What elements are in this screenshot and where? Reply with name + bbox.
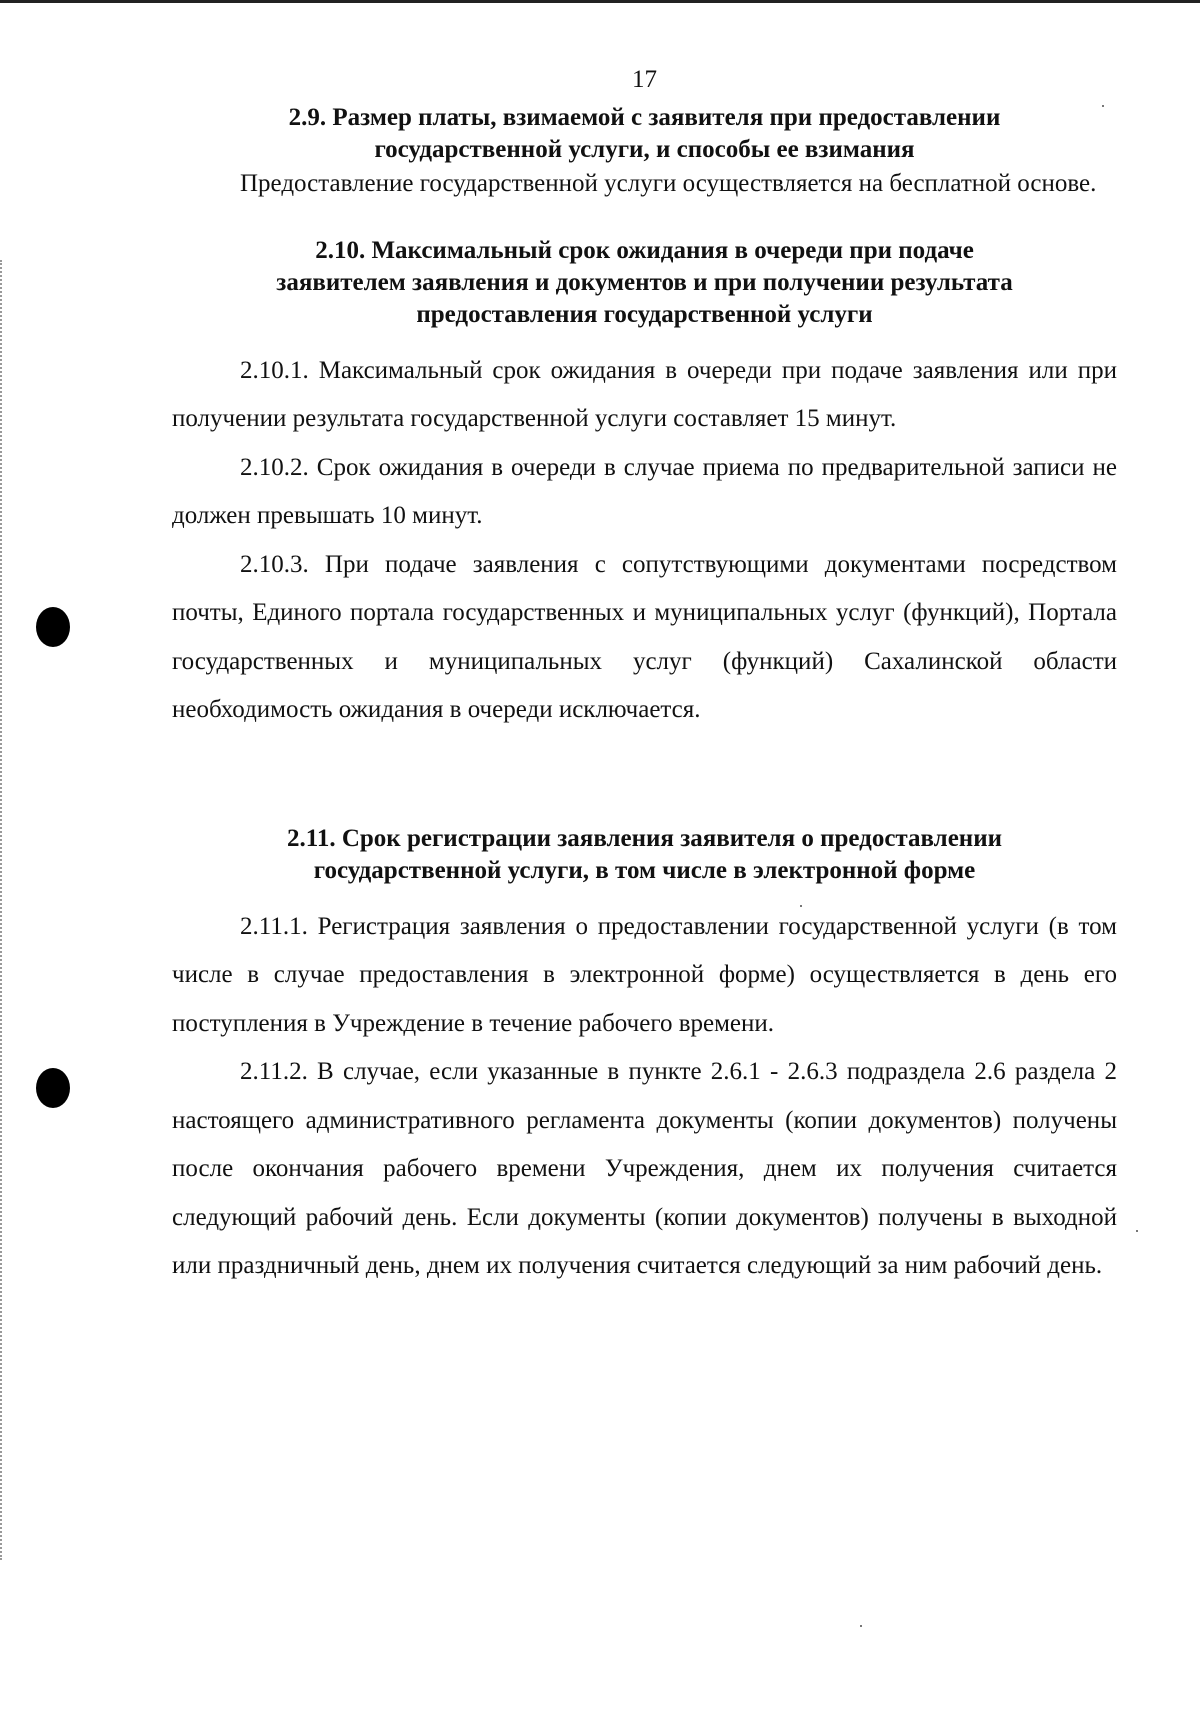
paragraph-2-10-3: 2.10.3. При подаче заявления с сопутствующими документами посредством почты, Единого портала государственных и муниципальных услуг (функций), Портала государственных и муниципальных услуг (функций) Сахалинской области необходимость ожидания в очереди исключается.: [172, 550, 1117, 723]
page-number: 17: [632, 66, 657, 93]
heading-line: предоставления государственной услуги: [416, 300, 873, 328]
punch-hole-bottom: [36, 1068, 70, 1108]
paragraph: Предоставление государственной услуги осуществляется на бесплатной основе.: [240, 170, 1097, 197]
scan-speck: [860, 1625, 862, 1627]
scan-binding-edge: [0, 260, 4, 1560]
scan-border-top: [0, 0, 1200, 3]
paragraph-2-11-2: 2.11.2. В случае, если указанные в пункте 2.6.1 - 2.6.3 подраздела 2.6 раздела 2 настоящего административного регламента документы (копии документов) получены после окончания рабочего времени Учреждения, днем их получения считается следующий рабочий день. Если документы (копии документов) получены в выходной или праздничный день, днем их получения считается следующий за ним рабочий день.: [172, 1058, 1117, 1279]
heading-line: 2.11. Срок регистрации заявления заявителя о предоставлении: [286, 824, 1003, 852]
section-heading-2-10: [172, 235, 1117, 331]
punch-hole-top: [36, 607, 70, 647]
heading-line: заявителем заявления и документов и при получении результата: [276, 268, 1013, 296]
scan-speck: [1136, 1230, 1138, 1232]
paragraph-2-10-2: 2.10.2. Срок ожидания в очереди в случае приема по предварительной записи не должен превышать 10 минут.: [172, 453, 1117, 529]
document-page: [172, 60, 1117, 1291]
heading-line: государственной услуги, и способы ее взимания: [374, 136, 915, 163]
heading-line: 2.10. Максимальный срок ожидания в очереди при подаче: [315, 236, 974, 264]
heading-line: 2.9. Размер платы, взимаемой с заявителя при предоставлении: [288, 104, 1001, 131]
paragraph-2-10-1: 2.10.1. Максимальный срок ожидания в очереди при подаче заявления или при получении результата государственной услуги составляет 15 минут.: [172, 356, 1117, 432]
section-heading-2-11: [172, 823, 1117, 887]
paragraph-2-11-1: 2.11.1. Регистрация заявления о предоставлении государственной услуги (в том числе в случае предоставления в электронной форме) осуществляется в день его поступления в Учреждение в течение рабочего времени.: [172, 912, 1117, 1037]
heading-line: государственной услуги, в том числе в электронной форме: [313, 856, 976, 884]
section-heading-2-9: [172, 102, 1117, 166]
